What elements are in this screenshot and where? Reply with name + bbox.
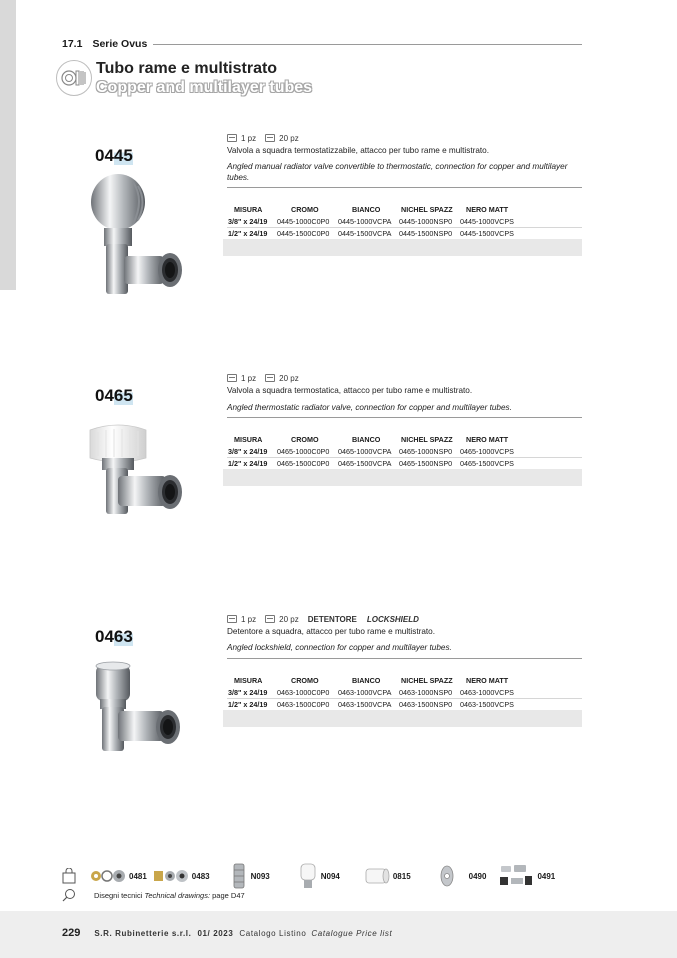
accessory-0490[interactable]: 0490 — [437, 864, 487, 888]
page-title: Tubo rame e multistrato — [96, 60, 278, 77]
company-name: S.R. Rubinetterie s.r.l. — [94, 928, 192, 938]
technical-drawings-note — [62, 888, 245, 902]
box-icon — [265, 374, 275, 382]
footer-text — [62, 927, 392, 939]
catalogue-en: Catalogue Price list — [311, 928, 393, 938]
divider — [227, 187, 582, 188]
thermostatic-head-icon — [298, 862, 318, 890]
product-block-0465 — [0, 372, 677, 572]
catalogue-it: Catalogo Listino — [239, 928, 307, 938]
variant-table — [227, 202, 582, 239]
rosette-icon — [437, 864, 457, 888]
variant-table — [227, 673, 582, 710]
description-it: Valvola a squadra termostatica, attacco per tubo rame e multistrato. — [227, 386, 473, 395]
accessory-0481[interactable]: 0481 — [90, 868, 147, 884]
table-row: 3/8" x 24/19 0465-1000C0P0 0465-1000VCPA 0465-1000NSP0 0465-1000VCPS — [228, 447, 514, 456]
box-icon — [227, 615, 237, 623]
product-code: 0445 — [95, 146, 133, 165]
shopping-bag-icon — [62, 868, 76, 884]
section-number: 17.1 — [62, 38, 83, 50]
table-row-shaded — [223, 710, 582, 727]
table-row-shaded — [223, 239, 582, 256]
drawings-label-it: Disegni tecnici — [94, 890, 143, 900]
section-header — [62, 38, 582, 50]
description-it: Valvola a squadra termostatizzabile, attacco per tubo rame e multistrato. — [227, 146, 489, 155]
description-en: Angled manual radiator valve convertible to thermostatic, connection for copper and multilayer tubes. — [227, 162, 568, 182]
page-subtitle: Copper and multilayer tubes — [96, 79, 313, 96]
box-icon — [265, 615, 275, 623]
box-icon — [227, 134, 237, 142]
box-icon — [265, 134, 275, 142]
drawings-ref[interactable]: page D47 — [212, 890, 245, 900]
lockshield-label-en: LOCKSHIELD — [366, 614, 419, 624]
edition: 01/ 2023 — [197, 928, 234, 938]
section-name: Serie Ovus — [92, 38, 148, 50]
cap-icon — [364, 866, 390, 886]
description-it: Detentore a squadra, attacco per tubo rame e multistrato. — [227, 627, 435, 636]
magnifier-icon — [62, 888, 76, 902]
table-row: 3/8" x 24/19 0463-1000C0P0 0463-1000VCPA 0463-1000NSP0 0463-1000VCPS — [228, 688, 514, 697]
packaging-info: 1 pz 20 pz — [227, 132, 308, 144]
fittings-icon — [153, 868, 189, 884]
divider — [227, 658, 582, 659]
pipe-fitting-icon — [56, 60, 92, 96]
product-block-0463 — [0, 613, 677, 813]
accessory-0483[interactable]: 0483 — [153, 868, 210, 884]
accessory-0491[interactable]: 0491 — [498, 863, 555, 889]
section-rule — [153, 44, 582, 45]
table-row: 1/2" x 24/19 0463-1500C0P0 0463-1500VCPA 0463-1500NSP0 0463-1500VCPS — [228, 700, 514, 709]
angled-valve-chrome-cap-icon — [78, 172, 188, 302]
table-header: MISURA CROMO BIANCO NICHEL SPAZZ NERO MATT — [234, 434, 509, 444]
table-row-shaded — [223, 469, 582, 486]
packaging-info: 1 pz 20 pz — [227, 372, 308, 384]
page-number: 229 — [62, 927, 81, 939]
page-footer — [0, 911, 677, 958]
fittings-icon — [90, 868, 126, 884]
table-header: MISURA CROMO BIANCO NICHEL SPAZZ NERO MATT — [234, 675, 509, 685]
product-block-0445 — [0, 132, 677, 332]
accessory-0815[interactable]: 0815 — [364, 866, 411, 886]
description-en: Angled lockshield, connection for copper and multilayer tubes. — [227, 643, 452, 652]
angled-lockshield-icon — [78, 659, 188, 789]
divider — [227, 417, 582, 418]
table-row: 3/8" x 24/19 0445-1000C0P0 0445-1000VCPA 0445-1000NSP0 0445-1000VCPS — [228, 217, 514, 226]
box-icon — [227, 374, 237, 382]
packaging-info: 1 pz 20 pz DETENTORE LOCKSHIELD — [227, 613, 419, 625]
table-row: 1/2" x 24/19 0445-1500C0P0 0445-1500VCPA 0445-1500NSP0 0445-1500VCPS — [228, 229, 514, 238]
description-en: Angled thermostatic radiator valve, connection for copper and multilayer tubes. — [227, 403, 512, 412]
accessory-N093[interactable]: N093 — [230, 862, 270, 890]
table-row: 1/2" x 24/19 0465-1500C0P0 0465-1500VCPA 0465-1500NSP0 0465-1500VCPS — [228, 459, 514, 468]
drawings-label-en: Technical drawings: — [144, 890, 211, 900]
extension-icon — [230, 862, 248, 890]
variant-table — [227, 432, 582, 469]
product-code: 0465 — [95, 386, 133, 405]
fixing-kit-icon — [498, 863, 534, 889]
angled-valve-white-cap-icon — [78, 420, 188, 550]
accessories-bar — [62, 863, 582, 889]
table-header: MISURA CROMO BIANCO NICHEL SPAZZ NERO MATT — [234, 204, 509, 214]
product-code: 0463 — [95, 627, 133, 646]
lockshield-label-it: DETENTORE — [307, 614, 357, 624]
accessory-N094[interactable]: N094 — [298, 862, 340, 890]
